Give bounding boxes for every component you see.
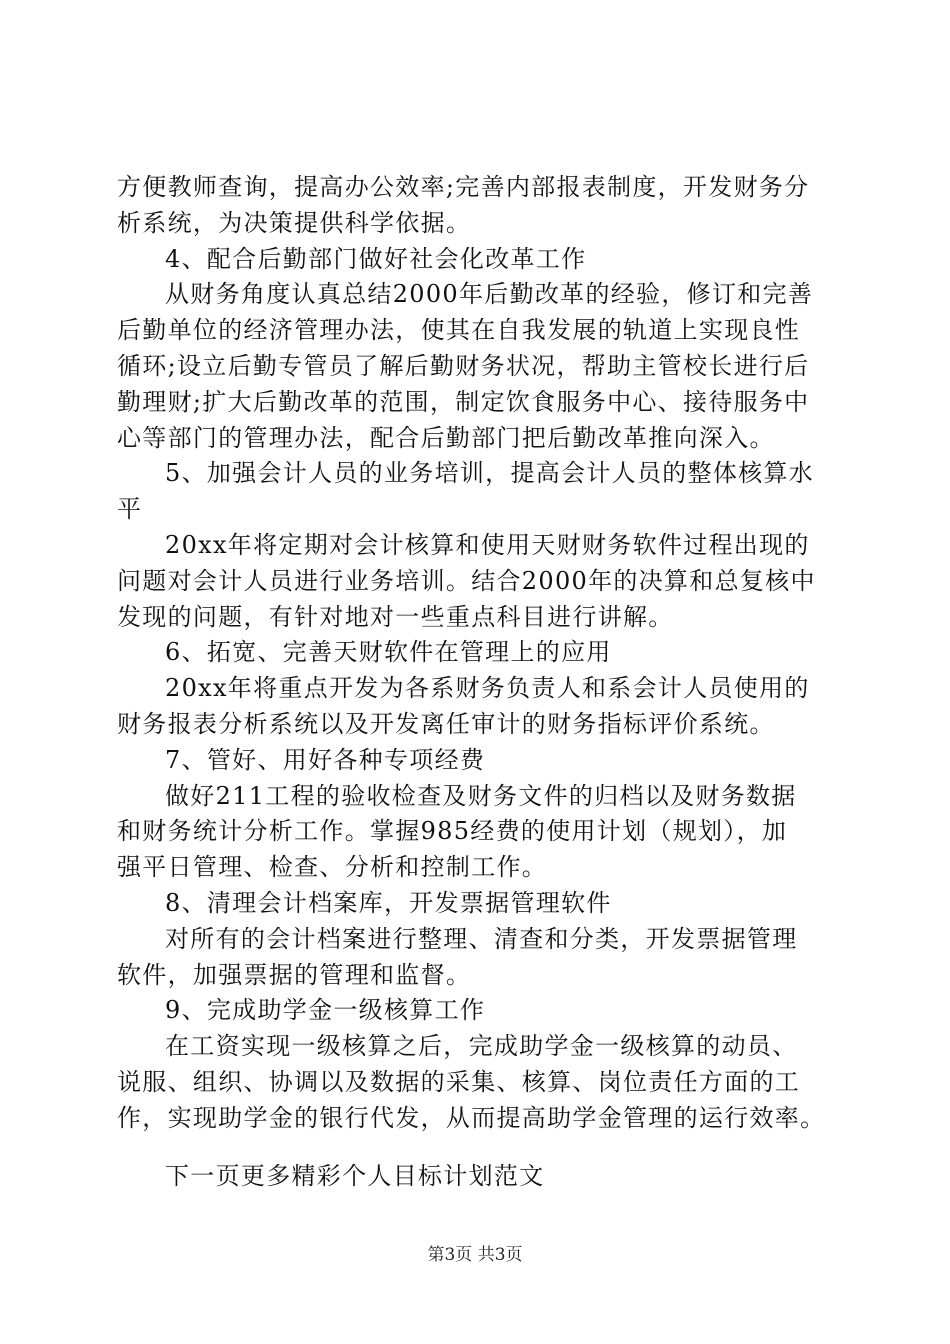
text-line: 做好211工程的验收检查及财务文件的归档以及财务数据 xyxy=(165,781,797,810)
text-line: 财务报表分析系统以及开发离任审计的财务指标评价系统。 xyxy=(117,709,775,738)
text-line: 后勤单位的经济管理办法，使其在自我发展的轨道上实现良性 xyxy=(117,316,801,345)
text-line: 和财务统计分析工作。掌握985经费的使用计划（规划），加 xyxy=(117,817,788,846)
text-line: 8、清理会计档案库，开发票据管理软件 xyxy=(165,888,612,917)
text-line: 平 xyxy=(117,495,143,524)
text-line: 发现的问题，有针对地对一些重点科目进行讲解。 xyxy=(117,602,674,631)
text-line: 20xx年将重点开发为各系财务负责人和系会计人员使用的 xyxy=(165,674,810,703)
text-line: 循环;设立后勤专管员了解后勤财务状况，帮助主管校长进行后 xyxy=(117,351,810,380)
text-line: 软件，加强票据的管理和监督。 xyxy=(117,960,472,989)
text-line: 心等部门的管理办法，配合后勤部门把后勤改革推向深入。 xyxy=(117,423,775,452)
text-line: 7、管好、用好各种专项经费 xyxy=(165,745,486,774)
text-line: 对所有的会计档案进行整理、清查和分类，开发票据管理 xyxy=(165,924,798,953)
text-line: 析系统，为决策提供科学依据。 xyxy=(117,208,472,237)
paragraph-spacer xyxy=(117,1137,835,1159)
text-line: 强平日管理、检查、分析和控制工作。 xyxy=(117,853,548,882)
text-line: 5、加强会计人员的业务培训，提高会计人员的整体核算水 xyxy=(165,459,815,488)
text-line: 20xx年将定期对会计核算和使用天财财务软件过程出现的 xyxy=(165,530,810,559)
text-line: 从财务角度认真总结2000年后勤改革的经验，修订和完善 xyxy=(165,280,814,309)
text-line: 说服、组织、协调以及数据的采集、核算、岗位责任方面的工 xyxy=(117,1067,801,1096)
page-footer: 第3页 共3页 xyxy=(427,1245,523,1265)
text-line: 方便教师查询，提高办公效率;完善内部报表制度，开发财务分 xyxy=(117,173,810,201)
text-line: 在工资实现一级核算之后，完成助学金一级核算的动员、 xyxy=(165,1032,798,1061)
text-line: 4、配合后勤部门做好社会化改革工作 xyxy=(165,244,587,273)
text-line: 勤理财;扩大后勤改革的范围，制定饮食服务中心、接待服务中 xyxy=(117,387,810,416)
text-line: 问题对会计人员进行业务培训。结合2000年的决算和总复核中 xyxy=(117,566,816,595)
document-body xyxy=(117,170,835,1194)
next-page-link[interactable]: 下一页更多精彩个人目标计划范文 xyxy=(165,1161,545,1190)
text-line: 6、拓宽、完善天财软件在管理上的应用 xyxy=(165,638,612,667)
text-line: 9、完成助学金一级核算工作 xyxy=(165,996,486,1025)
text-line: 作，实现助学金的银行代发，从而提高助学金管理的运行效率。 xyxy=(117,1103,826,1132)
